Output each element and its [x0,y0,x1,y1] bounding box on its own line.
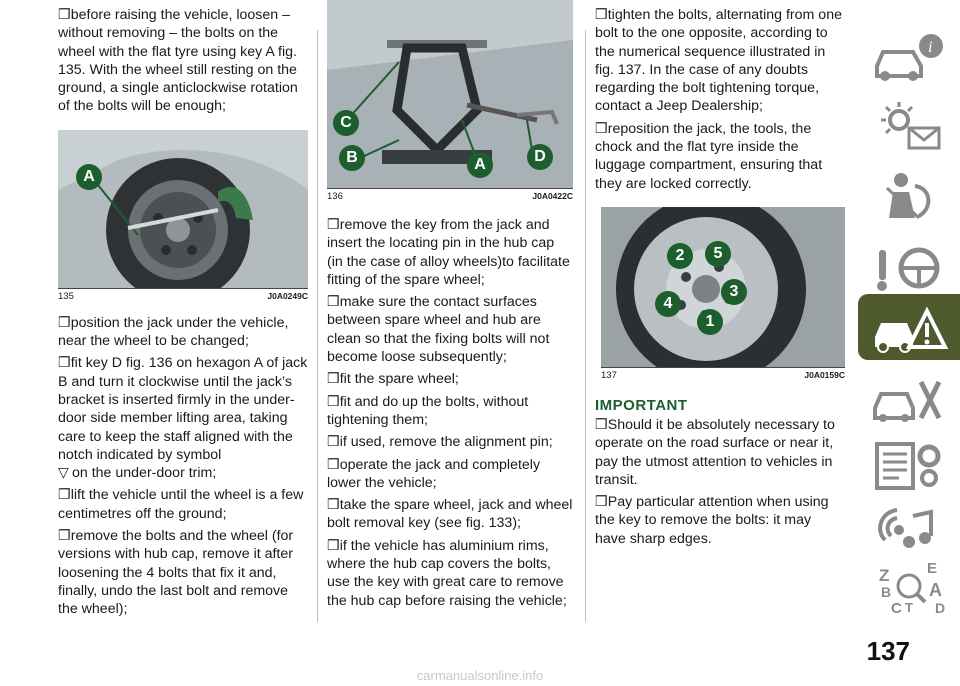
tab-multimedia[interactable] [858,492,960,560]
figure-number: 137 [601,369,617,381]
callout-a: A [467,152,493,178]
figure-number: 135 [58,290,74,302]
figure-135-image [58,130,308,288]
tab-technical-data[interactable] [858,430,960,498]
technical-data-icon [869,434,949,494]
important-heading: IMPORTANT [595,396,688,414]
column-3 [595,6,845,552]
paragraph: ❒fit the spare wheel; [327,371,459,388]
column-1 [58,6,308,623]
callout-b: B [339,145,365,171]
maintenance-icon [869,368,949,428]
paragraph: ❒operate the jack and completely lower the vehicle; [327,456,541,491]
safety-icon [869,166,949,226]
column-2 [327,0,573,614]
figure-caption [327,188,573,202]
figure-number: 136 [327,191,343,202]
page-number: 137 [866,636,910,666]
paragraph: ❒make sure the contact surfaces between spare wheel and hub are clean so that the fixing bolts will not become loose subsequently; [327,294,550,366]
bolt-number-2: 2 [667,243,693,269]
multimedia-icon [869,496,949,556]
bolt-number-3: 3 [721,279,747,305]
callout-a: A [76,164,102,190]
tab-driving[interactable] [858,232,960,300]
paragraph: ❒before raising the vehicle, loosen – without removing – the bolts on the wheel with the flat tyre using key A fig. 135. With the wheel still resting on the ground, a single anticlockwise rotation of the bolts will be enough; [58,7,298,115]
paragraph: ❒lift the vehicle until the wheel is a few centimetres off the ground; [58,487,304,522]
tab-safety[interactable] [858,162,960,230]
paragraph: ❒if the vehicle has aluminium rims, where the hub cap covers the bolts, use the key with great care to remove the hub cap before raising the vehicle; [327,537,567,609]
warning-lights-icon [869,96,949,156]
wheel-key-illustration [58,130,308,288]
paragraph: ❒take the spare wheel, jack and wheel bolt removal key (see fig. 133); [327,497,573,532]
tab-emergency[interactable] [858,294,960,360]
emergency-icon [869,297,949,357]
figure-136-image [327,0,573,188]
figure-137-image [601,207,845,367]
figure-135 [58,130,308,302]
figure-code: J0A0249C [267,290,308,301]
index-icon: Z E A B C T D [869,560,949,620]
figure-caption [601,367,845,381]
paragraph: ❒reposition the jack, the tools, the chock and the flat tyre inside the luggage compartment, ensuring that they are locked correctly. [595,120,823,192]
tab-warning-lights[interactable] [858,92,960,160]
watermark: carmanualsonline.info [416,668,544,683]
tab-maintenance[interactable] [858,364,960,432]
figure-code: J0A0159C [804,369,845,380]
tab-car-info[interactable] [858,22,960,90]
notch-symbol-icon: ▽ [58,465,69,482]
bolt-number-4: 4 [655,291,681,317]
figure-136 [327,0,573,202]
car-info-icon [869,26,949,86]
paragraph: ❒remove the bolts and the wheel (for versions with hub cap, remove it after loosening the 4 bolts that fix it and, finally, undo the last bolt and remove the wheel); [58,528,294,618]
paragraph: ❒position the jack under the vehicle, near the wheel to be changed; [58,314,289,350]
magnifier-icon [869,560,949,620]
column-divider-2 [585,30,586,622]
paragraph: ❒Pay particular attention when using the key to remove the bolts: it may have sharp edges. [595,494,829,547]
driving-icon [869,236,949,296]
paragraph: ❒tighten the bolts, alternating from one bolt to the one opposite, according to the numerical sequence illustrated in fig. 137. In the case of any doubts regarding the bolt tightening torque, contact a Jeep Dealership; [595,7,842,115]
callout-d: D [527,144,553,170]
figure-137 [601,207,845,381]
bolt-number-5: 5 [705,241,731,267]
bolt-number-1: 1 [697,309,723,335]
svg-text:i: i [928,39,933,56]
tab-index[interactable] [858,556,960,624]
paragraph: ❒fit and do up the bolts, without tightening them; [327,393,529,428]
column-divider-1 [317,30,318,622]
callout-c: C [333,110,359,136]
column-2-text [327,216,573,610]
paragraph: ❒Should it be absolutely necessary to operate on the road surface or near it, pay the utmost attention to vehicles in transit. [595,416,835,488]
paragraph: ❒fit key D fig. 136 on hexagon A of jack B and turn it clockwise until the jack’s bracket is inserted firmly in the under-door side member lifting area, taking care to keep the staff aligned with the notch indicated by symbol ▽ on the under-door trim; [58,355,308,482]
paragraph: ❒remove the key from the jack and insert the locating pin in the hub cap (in the case of alloy wheels)to facilitate fitting of the spare wheel; [327,217,570,288]
paragraph: ❒if used, remove the alignment pin; [327,434,553,451]
figure-caption [58,288,308,302]
figure-code: J0A0422C [532,191,573,201]
